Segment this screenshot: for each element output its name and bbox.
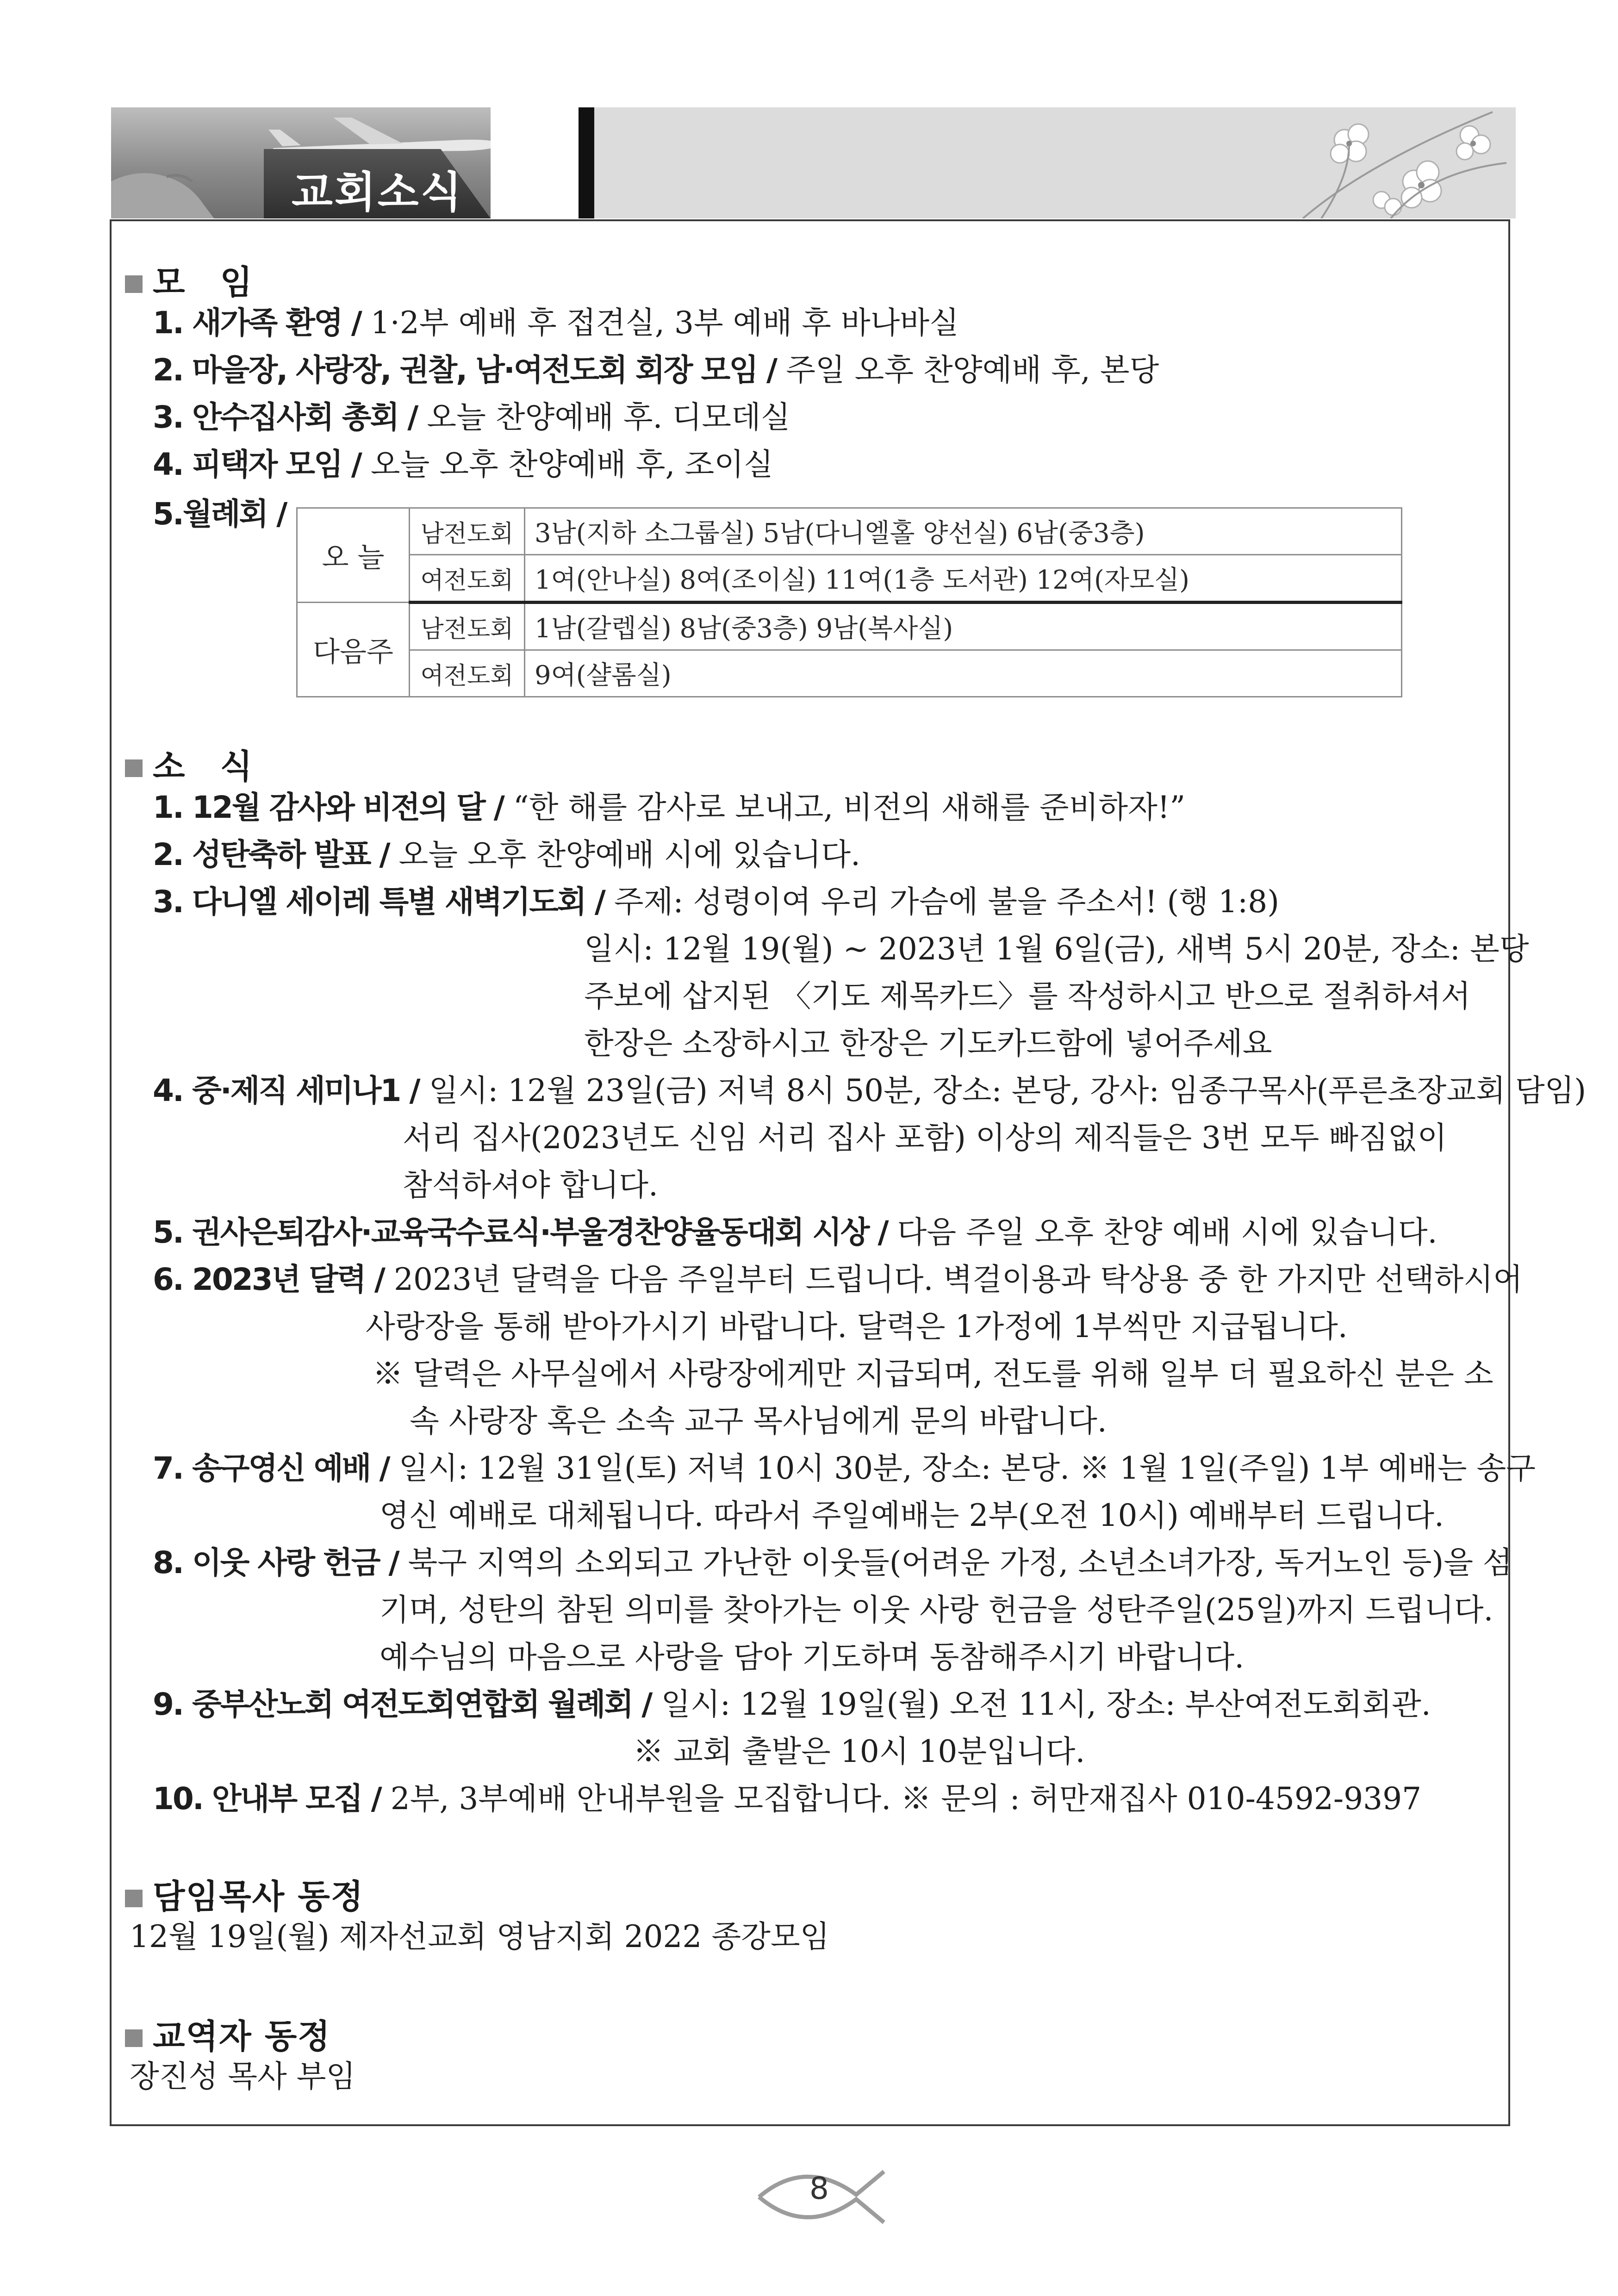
news-item-continuation: 서리 집사(2023년도 신임 서리 집사 포함) 이상의 제직들은 3번 모두 빠짐없이 (403, 1120, 1447, 1156)
section-heading-news: 소 식 (125, 740, 253, 788)
staff-news: 장진성 목사 부임 (130, 2059, 356, 2094)
news-item-continuation: 예수님의 마음으로 사랑을 담아 기도하며 동참해주시기 바랍니다. (380, 1639, 1245, 1675)
meeting-item: 2. 마을장, 사랑장, 권찰, 남·여전도회 회장 모임 / 주일 오후 찬양예배 후, 본당 (153, 352, 1159, 388)
header-banner (111, 107, 1516, 218)
table-row (297, 650, 1402, 697)
news-item: 1. 12월 감사와 비전의 달 / “한 해를 감사로 보내고, 비전의 새해를 준비하자!” (153, 790, 1186, 825)
table-row (297, 603, 1402, 650)
news-item: 10. 안내부 모집 / 2부, 3부예배 안내부원을 모집합니다. ※ 문의 : 허만재집사 010-4592-9397 (153, 1781, 1422, 1817)
page-number: 8 (809, 2171, 829, 2206)
group-cell: 여전도회 (410, 555, 525, 603)
news-item: 2. 성탄축하 발표 / 오늘 오후 찬양예배 시에 있습니다. (153, 837, 861, 872)
rooms-cell: 1남(갈렙실) 8남(중3층) 9남(복사실) (525, 603, 1402, 650)
news-item: 4. 중·제직 세미나1 / 일시: 12월 23일(금) 저녁 8시 50분, 장소: 본당, 강사: 임종구목사(푸른초장교회 담임) (153, 1073, 1587, 1108)
news-item: 9. 중부산노회 여전도회연합회 월례회 / 일시: 12월 19일(월) 오전 11시, 장소: 부산여전도회회관. (153, 1686, 1431, 1722)
page-title: 교회소식 (292, 168, 464, 217)
hand-icon (111, 163, 218, 218)
group-cell: 남전도회 (410, 508, 525, 555)
day-label-next-week: 다음주 (297, 603, 410, 697)
news-item-continuation: 한장은 소장하시고 한장은 기도카드함에 넣어주세요 (584, 1026, 1272, 1061)
square-bullet-icon (125, 759, 143, 777)
news-item-note: ※ 달력은 사무실에서 사랑장에게만 지급되며, 전도를 위해 일부 더 필요하신 분은 소 (373, 1356, 1494, 1392)
meeting-item: 1. 새가족 환영 / 1·2부 예배 후 접견실, 3부 예배 후 바나바실 (153, 305, 959, 341)
flower-icon (1275, 107, 1516, 218)
news-item-continuation: 기며, 성탄의 참된 의미를 찾아가는 이웃 사랑 헌금을 성탄주일(25일)까지 드립니다. (380, 1592, 1494, 1628)
meeting-item: 4. 피택자 모임 / 오늘 오후 찬양예배 후, 조이실 (153, 447, 773, 482)
news-item: 5. 권사은퇴감사·교육국수료식·부울경찬양율동대회 시상 / 다음 주일 오후 찬양 예배 시에 있습니다. (153, 1214, 1438, 1250)
rooms-cell: 9여(샬롬실) (525, 650, 1402, 697)
news-item-note: 속 사랑장 혹은 소속 교구 목사님에게 문의 바랍니다. (410, 1403, 1107, 1439)
news-item: 8. 이웃 사랑 헌금 / 북구 지역의 소외되고 가난한 이웃들(어려운 가정, 소년소녀가장, 독거노인 등)을 섬 (153, 1545, 1512, 1580)
content-frame (110, 219, 1510, 2126)
square-bullet-icon (125, 1890, 143, 1907)
news-item-continuation: 영신 예배로 대체됩니다. 따라서 주일예배는 2부(오전 10시) 예배부터 드립니다. (380, 1498, 1444, 1533)
pastor-schedule: 12월 19일(월) 제자선교회 영남지회 2022 종강모임 (130, 1919, 830, 1954)
section-heading-staff: 교역자 동정 (125, 2010, 331, 2058)
square-bullet-icon (125, 2029, 143, 2047)
news-item: 7. 송구영신 예배 / 일시: 12월 31일(토) 저녁 10시 30분, 장소: 본당. ※ 1월 1일(주일) 1부 예배는 송구 (153, 1450, 1536, 1486)
news-item: 3. 다니엘 세이레 특별 새벽기도회 / 주제: 성령이여 우리 가슴에 불을 주소서! (행 1:8) (153, 884, 1279, 920)
table-row (297, 508, 1402, 555)
news-item-note: ※ 교회 출발은 10시 10분입니다. (633, 1734, 1085, 1769)
news-item-continuation: 참석하셔야 합니다. (403, 1167, 659, 1203)
square-bullet-icon (125, 275, 143, 293)
group-cell: 여전도회 (410, 650, 525, 697)
meeting-item: 5.월례회 / (153, 496, 286, 532)
page-number-badge (750, 2162, 889, 2232)
news-item-continuation: 일시: 12월 19(월) ~ 2023년 1월 6일(금), 새벽 5시 20분, 장소: 본당 (584, 931, 1529, 967)
table-row (297, 555, 1402, 603)
banner-decoration (594, 107, 1516, 218)
section-heading-pastor: 담임목사 동정 (125, 1870, 364, 1918)
monthly-meeting-table (296, 507, 1402, 697)
meeting-item: 3. 안수집사회 총회 / 오늘 찬양예배 후. 디모데실 (153, 399, 790, 435)
news-item-continuation: 주보에 삽지된 〈기도 제목카드〉를 작성하시고 반으로 절취하셔서 (584, 978, 1471, 1014)
day-label-today: 오 늘 (297, 508, 410, 603)
rooms-cell: 1여(안나실) 8여(조이실) 11여(1층 도서관) 12여(자모실) (525, 555, 1402, 603)
news-item-continuation: 사랑장을 통해 받아가시기 바랍니다. 달력은 1가정에 1부씩만 지급됩니다. (366, 1309, 1348, 1344)
banner-divider (579, 107, 594, 218)
news-item: 6. 2023년 달력 / 2023년 달력을 다음 주일부터 드립니다. 벽걸이용과 탁상용 중 한 가지만 선택하시어 (153, 1262, 1523, 1297)
section-heading-meeting: 모 임 (125, 255, 253, 304)
rooms-cell: 3남(지하 소그룹실) 5남(다니엘홀 양선실) 6남(중3층) (525, 508, 1402, 555)
group-cell: 남전도회 (410, 603, 525, 650)
